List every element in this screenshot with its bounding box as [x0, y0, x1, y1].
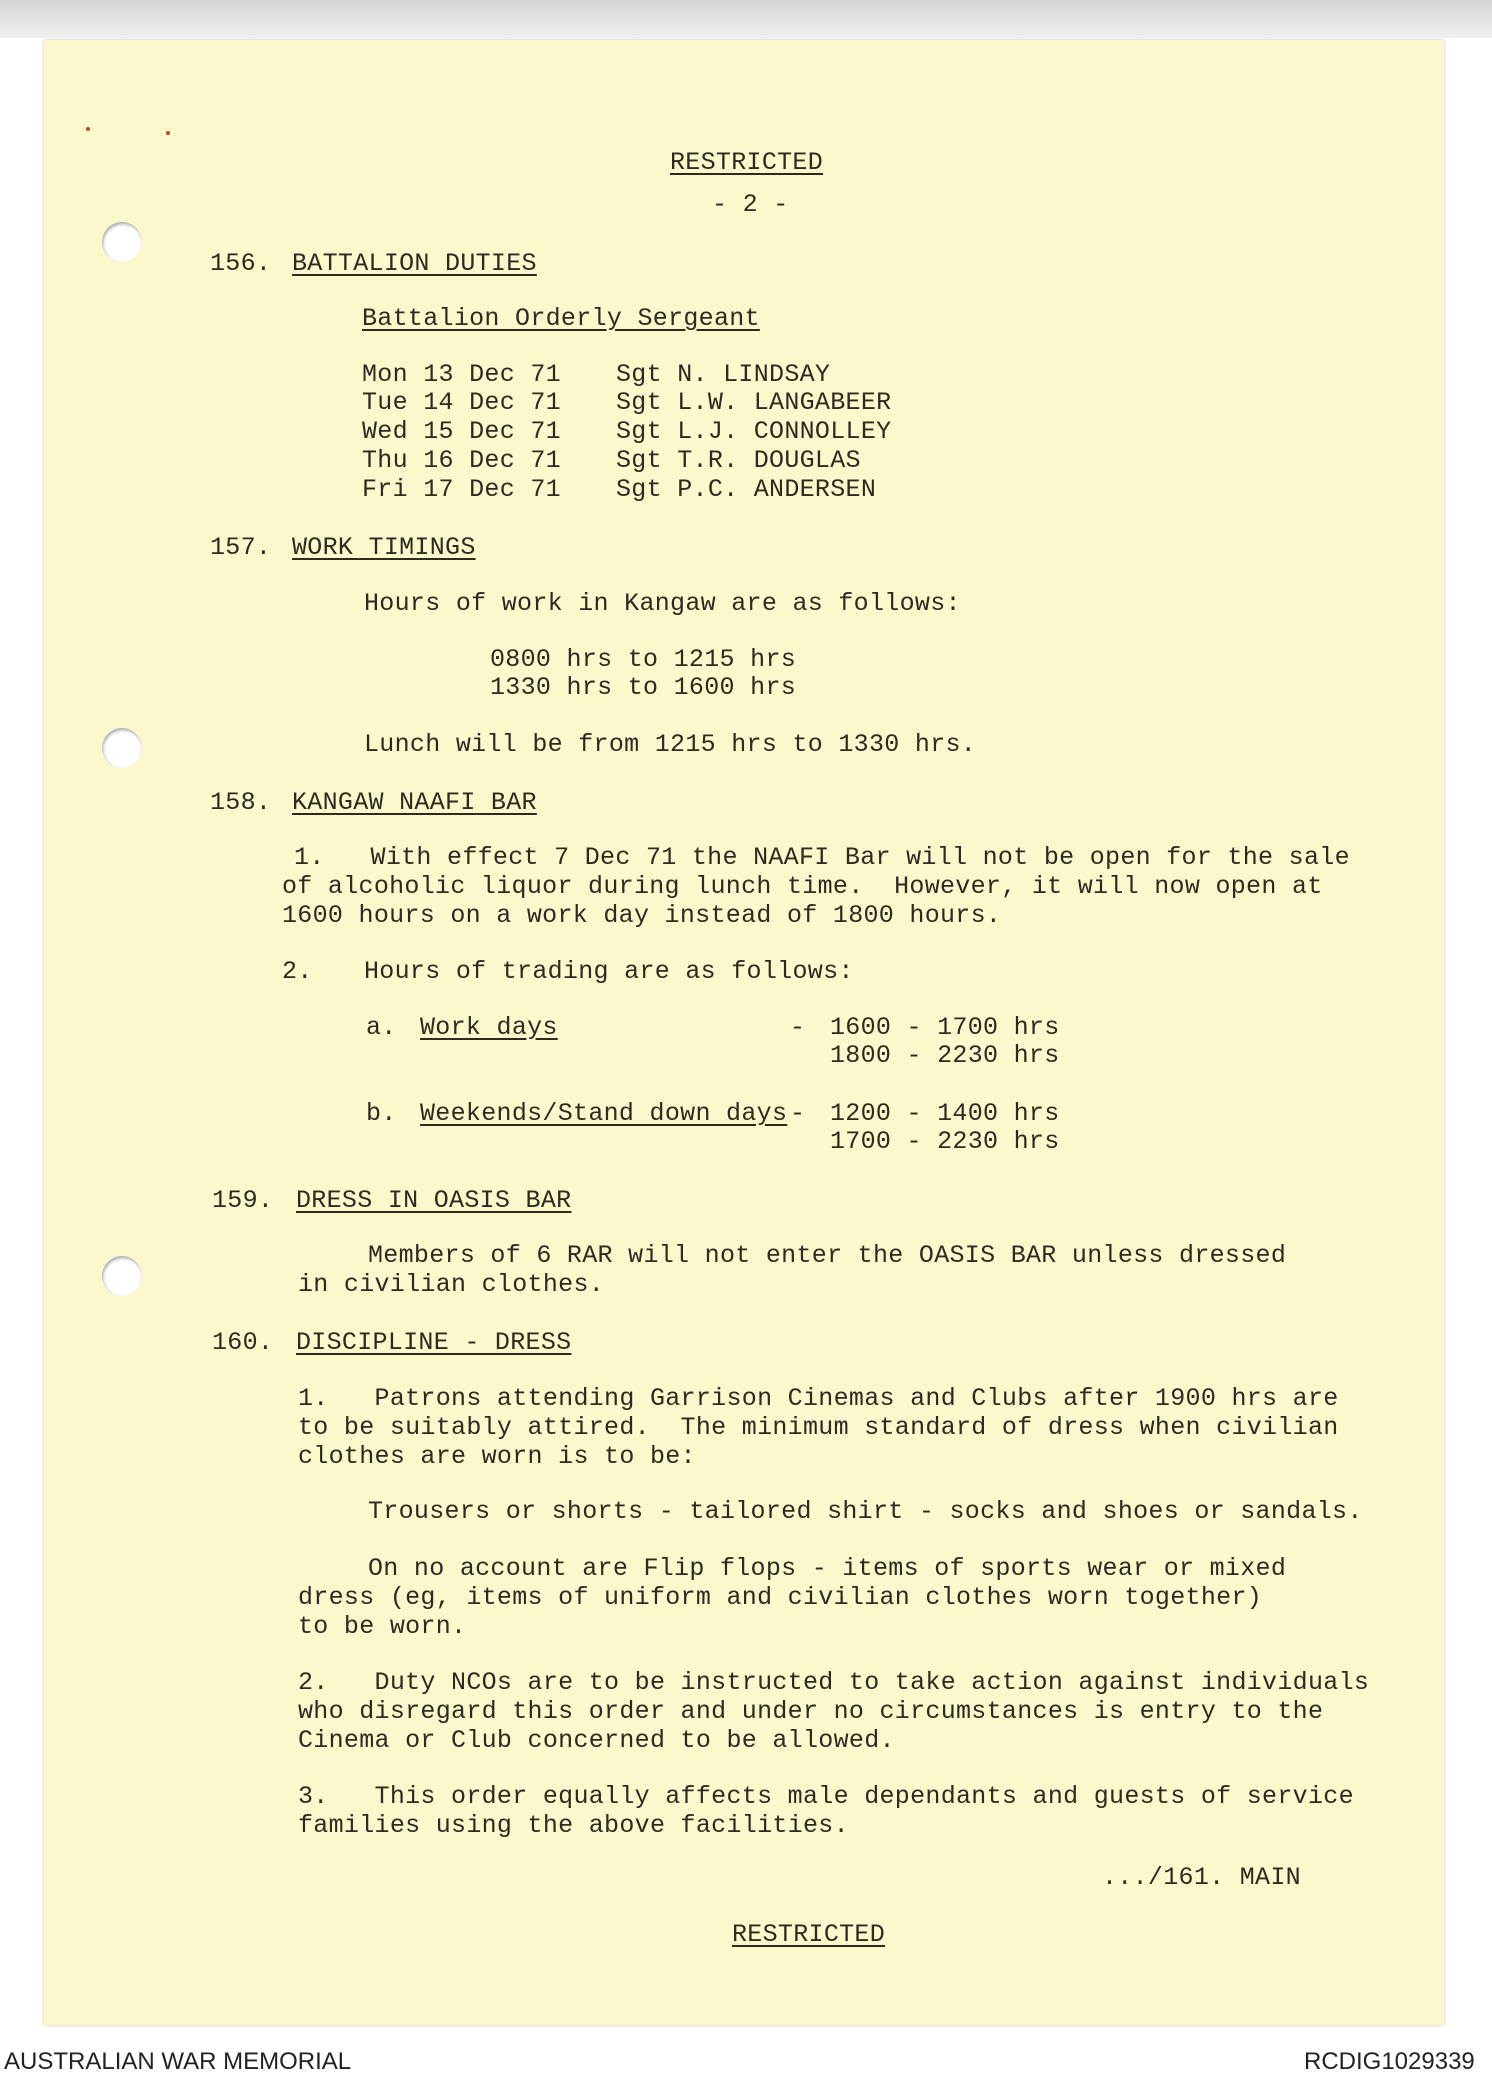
section-number: 158.: [210, 788, 272, 817]
scan-top-edge: [0, 0, 1492, 38]
paragraph-line: families using the above facilities.: [298, 1811, 849, 1840]
classification-footer: RESTRICTED: [732, 1920, 886, 1949]
punch-hole: [102, 728, 142, 768]
paragraph-line: of alcoholic liquor during lunch time. However, it will now open at: [282, 872, 1323, 901]
paragraph-line: Cinema or Club concerned to be allowed.: [298, 1726, 895, 1755]
list-label: Weekends/Stand down days: [420, 1099, 788, 1128]
punch-hole: [102, 1256, 142, 1296]
list-dash: -: [790, 1099, 806, 1128]
archive-id: RCDIG1029339: [1304, 2048, 1475, 2075]
roster-name: Sgt L.J. CONNOLLEY: [616, 417, 892, 446]
paragraph-text: Hours of work in Kangaw are as follows:: [364, 589, 961, 618]
page-number: - 2 -: [712, 190, 789, 219]
paragraph-line: 1. Patrons attending Garrison Cinemas and Clubs after 1900 hrs are: [298, 1384, 1339, 1413]
continuation-note: .../161. MAIN: [1102, 1863, 1301, 1892]
section-title: DISCIPLINE - DRESS: [296, 1328, 572, 1357]
archive-credit: AUSTRALIAN WAR MEMORIAL: [4, 2048, 352, 2075]
trading-hours: 1700 - 2230 hrs: [830, 1127, 1060, 1156]
paragraph-line: 2. Duty NCOs are to be instructed to take action against individuals: [298, 1668, 1370, 1697]
paragraph-line: Members of 6 RAR will not enter the OASIS BAR unless dressed: [368, 1241, 1287, 1270]
list-label: Work days: [420, 1013, 558, 1042]
roster-name: Sgt L.W. LANGABEER: [616, 388, 892, 417]
section-number: 156.: [210, 249, 272, 278]
section-title: DRESS IN OASIS BAR: [296, 1186, 572, 1215]
list-letter: b.: [366, 1099, 397, 1128]
paragraph-text: Lunch will be from 1215 hrs to 1330 hrs.: [364, 730, 977, 759]
list-letter: a.: [366, 1013, 397, 1042]
paragraph-line: clothes are worn is to be:: [298, 1442, 696, 1471]
section-title: KANGAW NAAFI BAR: [292, 788, 537, 817]
paragraph-line: to be worn.: [298, 1612, 467, 1641]
paragraph-line: in civilian clothes.: [298, 1270, 605, 1299]
paragraph-text: Hours of trading are as follows:: [364, 957, 854, 986]
roster-name: Sgt T.R. DOUGLAS: [616, 446, 861, 475]
paragraph-line: 1600 hours on a work day instead of 1800 hours.: [282, 901, 1002, 930]
section-number: 157.: [210, 533, 272, 562]
trading-hours: 1800 - 2230 hrs: [830, 1041, 1060, 1070]
trading-hours: 1600 - 1700 hrs: [830, 1013, 1060, 1042]
roster-date: Wed 15 Dec 71: [362, 417, 561, 446]
paragraph-line: 3. This order equally affects male dependants and guests of service: [298, 1782, 1354, 1811]
paragraph-line: dress (eg, items of uniform and civilian clothes worn together): [298, 1583, 1263, 1612]
section-title: BATTALION DUTIES: [292, 249, 537, 278]
work-hours-line: 0800 hrs to 1215 hrs: [490, 645, 797, 674]
roster-date: Thu 16 Dec 71: [362, 446, 561, 475]
roster-date: Fri 17 Dec 71: [362, 475, 561, 504]
paragraph-line: Trousers or shorts - tailored shirt - socks and shoes or sandals.: [368, 1497, 1363, 1526]
punch-hole: [102, 222, 142, 262]
paragraph-line: On no account are Flip flops - items of sports wear or mixed: [368, 1554, 1287, 1583]
trading-hours: 1200 - 1400 hrs: [830, 1099, 1060, 1128]
roster-date: Mon 13 Dec 71: [362, 360, 561, 389]
list-dash: -: [790, 1013, 806, 1042]
work-hours-line: 1330 hrs to 1600 hrs: [490, 673, 797, 702]
roster-name: Sgt N. LINDSAY: [616, 360, 831, 389]
section-subtitle: Battalion Orderly Sergeant: [362, 304, 760, 333]
roster-name: Sgt P.C. ANDERSEN: [616, 475, 877, 504]
paragraph-line: to be suitably attired. The minimum standard of dress when civilian: [298, 1413, 1339, 1442]
roster-date: Tue 14 Dec 71: [362, 388, 561, 417]
classification-header: RESTRICTED: [670, 148, 824, 177]
section-number: 160.: [212, 1328, 274, 1357]
section-title: WORK TIMINGS: [292, 533, 476, 562]
ink-mark: [166, 131, 170, 135]
ink-mark: [86, 127, 90, 131]
paragraph-number: 2.: [282, 957, 313, 986]
section-number: 159.: [212, 1186, 274, 1215]
paragraph-line: 1. With effect 7 Dec 71 the NAAFI Bar will not be open for the sale: [294, 843, 1350, 872]
paragraph-line: who disregard this order and under no circumstances is entry to the: [298, 1697, 1324, 1726]
